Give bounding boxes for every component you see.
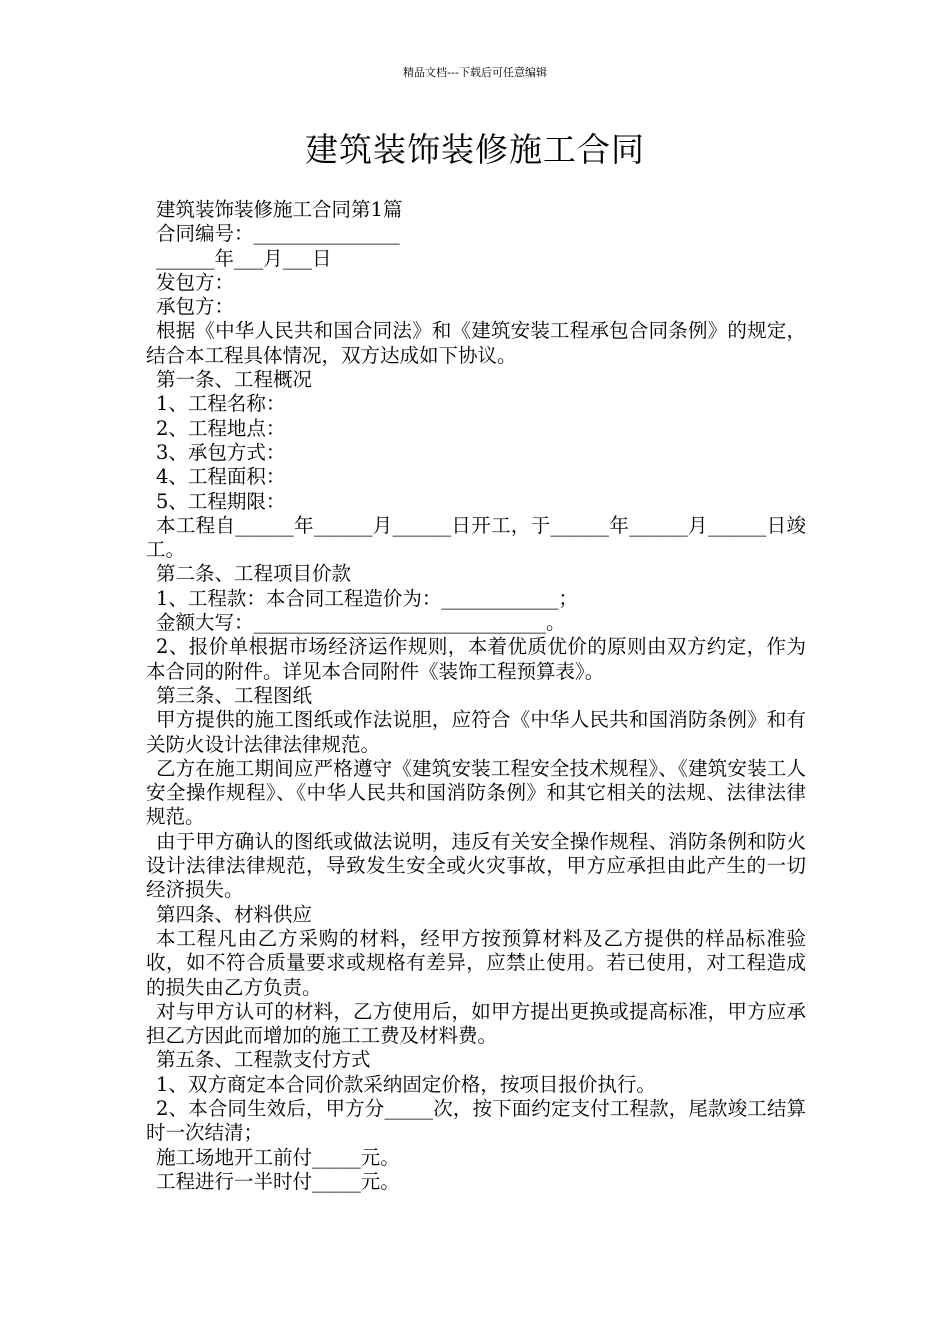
paragraph-payment-midway: 工程进行一半时付_____元。 bbox=[156, 1169, 400, 1193]
section-heading-5: 第五条、工程款支付方式 bbox=[156, 1048, 371, 1072]
paragraph-project-name: 1、工程名称： bbox=[156, 392, 286, 416]
paragraph-installments: 2、本合同生效后，甲方分_____次，按下面约定支付工程款，尾款竣工结算时一次结清； bbox=[146, 1096, 806, 1145]
paragraph-safety-rules: 乙方在施工期间应严格遵守《建筑安装工程安全技术规程》、《建筑安装工人安全操作规程》、《中华人民共和国消防条例》和其它相关的法规、法律法律规范。 bbox=[146, 756, 806, 829]
document-body bbox=[146, 198, 806, 1194]
paragraph-material-change: 对与甲方认可的材料，乙方使用后，如甲方提出更换或提高标准，甲方应承担乙方因此而增加的施工工费及材料费。 bbox=[146, 999, 806, 1048]
paragraph-drawings: 甲方提供的施工图纸或作法说胆，应符合《中华人民共和国消防条例》和有关防火设计法律法律规范。 bbox=[146, 708, 806, 756]
section-heading-1: 第一条、工程概况 bbox=[156, 368, 313, 392]
paragraph-subtitle: 建筑装饰装修施工合同第1篇 bbox=[156, 198, 403, 221]
paragraph-liability: 由于甲方确认的图纸或做法说明，违反有关安全操作规程、消防条例和防火设计法律法律规范，导致发生安全或火灾事故，甲方应承担由此产生的一切经济损失。 bbox=[146, 829, 806, 902]
paragraph-party-b: 承包方： bbox=[156, 295, 235, 319]
document-title: 建筑装饰装修施工合同 bbox=[305, 130, 645, 169]
paragraph-date: ______年___月___日 bbox=[156, 246, 332, 270]
paragraph-material-inspection: 本工程凡由乙方采购的材料，经甲方按预算材料及乙方提供的样品标准验收，如不符合质量要求或规格有差异，应禁止使用。若已使用，对工程造成的损失由乙方负责。 bbox=[146, 926, 806, 999]
paragraph-price: 1、工程款：本合同工程造价为：____________； bbox=[156, 586, 578, 610]
paragraph-project-area: 4、工程面积： bbox=[156, 465, 286, 489]
header-note: 精品文档---下载后可任意编辑 bbox=[403, 66, 547, 79]
section-heading-3: 第三条、工程图纸 bbox=[156, 683, 313, 707]
section-heading-2: 第二条、工程项目价款 bbox=[156, 562, 352, 586]
paragraph-schedule: 本工程自______年______月______日开工，于______年______月______日竣工。 bbox=[146, 513, 806, 562]
paragraph-party-a: 发包方： bbox=[156, 270, 235, 294]
paragraph-quotation: 2、报价单根据市场经济运作规则，本着优质优价的原则由双方约定，作为本合同的附件。详见本合同附件《装饰工程预算表》。 bbox=[146, 635, 806, 683]
section-heading-4: 第四条、材料供应 bbox=[156, 902, 313, 926]
paragraph-contract-number: 合同编号：_______________ bbox=[156, 222, 400, 246]
paragraph-preamble: 根据《中华人民共和国合同法》和《建筑安装工程承包合同条例》的规定，结合本工程具体情况，双方达成如下协议。 bbox=[146, 319, 806, 367]
paragraph-amount-words: 金额大写：______________________________。 bbox=[156, 611, 566, 635]
paragraph-contract-mode: 3、承包方式： bbox=[156, 440, 286, 464]
paragraph-project-location: 2、工程地点： bbox=[156, 416, 286, 440]
paragraph-payment-start: 施工场地开工前付_____元。 bbox=[156, 1145, 400, 1169]
paragraph-project-period: 5、工程期限： bbox=[156, 489, 286, 513]
paragraph-fixed-price: 1、双方商定本合同价款采纳固定价格，按项目报价执行。 bbox=[156, 1072, 656, 1096]
